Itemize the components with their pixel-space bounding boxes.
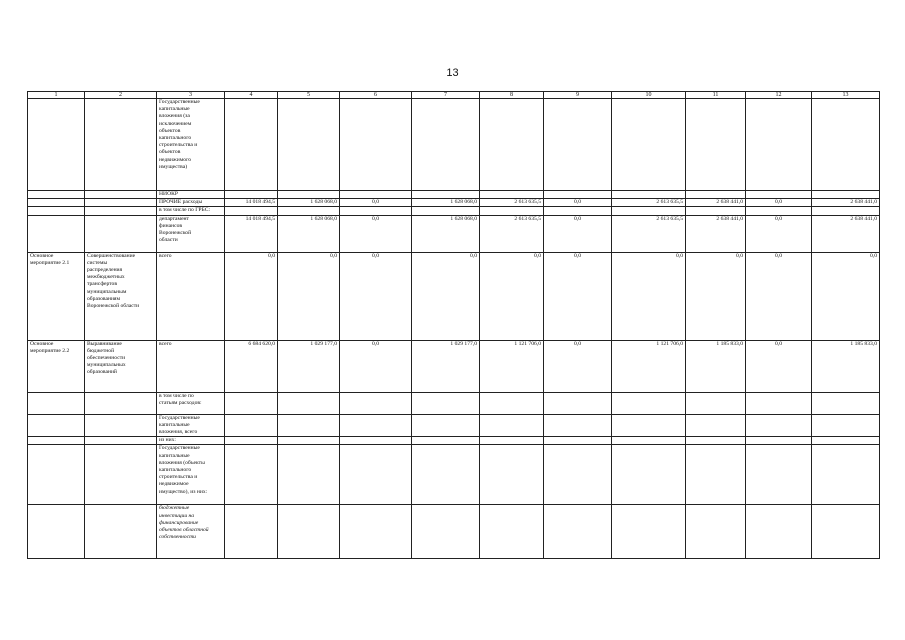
activity-name-cell: Совершенствование системы распределения межбюджетных трансфертов муниципальным образованиям Воронежской области (85, 252, 157, 340)
expense-type-cell: Государственные капитальные вложения (объекты капитального строительства и недвижимое имущество), из них: (157, 445, 225, 505)
amount-cell (612, 207, 686, 215)
table-row (28, 207, 880, 215)
table-row (28, 505, 880, 559)
amount-cell: 1 185 833,0 (812, 340, 880, 392)
amount-cell (340, 445, 412, 505)
amount-cell: 2 638 441,0 (812, 215, 880, 252)
amount-cell (278, 207, 340, 215)
amount-cell (686, 207, 746, 215)
amount-cell (612, 99, 686, 191)
expense-type-cell: в том числе по ГРБС: (157, 207, 225, 215)
amount-cell (686, 414, 746, 437)
amount-cell (480, 414, 544, 437)
amount-cell (278, 392, 340, 414)
amount-cell (612, 505, 686, 559)
amount-cell (812, 505, 880, 559)
activity-cell: Основное мероприятие 2.2 (28, 340, 85, 392)
amount-cell (480, 99, 544, 191)
activity-cell (28, 445, 85, 505)
column-header: 7 (412, 92, 480, 99)
activity-name-cell (85, 99, 157, 191)
amount-cell: 0,0 (612, 252, 686, 340)
activity-cell (28, 505, 85, 559)
column-header: 9 (544, 92, 612, 99)
amount-cell (340, 414, 412, 437)
amount-cell: 14 018 494,5 (225, 215, 278, 252)
amount-cell (686, 445, 746, 505)
column-number-row (28, 92, 880, 99)
amount-cell (412, 437, 480, 445)
amount-cell: 0,0 (340, 252, 412, 340)
amount-cell: 0,0 (686, 252, 746, 340)
table-row (28, 191, 880, 199)
amount-cell: 0,0 (278, 252, 340, 340)
amount-cell (412, 414, 480, 437)
amount-cell: 0,0 (544, 199, 612, 207)
amount-cell (340, 392, 412, 414)
amount-cell: 0,0 (544, 252, 612, 340)
activity-cell (28, 199, 85, 207)
amount-cell (225, 414, 278, 437)
amount-cell (225, 445, 278, 505)
amount-cell (686, 191, 746, 199)
expense-type-cell: из них: (157, 437, 225, 445)
amount-cell: 2 613 635,5 (480, 215, 544, 252)
amount-cell (544, 191, 612, 199)
activity-name-cell (85, 437, 157, 445)
activity-name-cell (85, 392, 157, 414)
column-header: 12 (746, 92, 812, 99)
table-row (28, 414, 880, 437)
amount-cell (812, 445, 880, 505)
amount-cell (686, 392, 746, 414)
amount-cell: 0,0 (480, 252, 544, 340)
amount-cell: 0,0 (544, 340, 612, 392)
column-header: 5 (278, 92, 340, 99)
table-row (28, 445, 880, 505)
table-row (28, 215, 880, 252)
activity-name-cell (85, 414, 157, 437)
amount-cell: 2 638 441,0 (686, 199, 746, 207)
amount-cell (340, 437, 412, 445)
amount-cell (480, 191, 544, 199)
amount-cell (612, 191, 686, 199)
table-row (28, 252, 880, 340)
table-row (28, 437, 880, 445)
amount-cell (225, 207, 278, 215)
amount-cell (412, 207, 480, 215)
amount-cell (340, 207, 412, 215)
table-body (28, 92, 880, 559)
table-row (28, 340, 880, 392)
amount-cell: 0,0 (746, 199, 812, 207)
amount-cell (746, 191, 812, 199)
amount-cell: 1 628 068,0 (278, 215, 340, 252)
budget-table (27, 91, 880, 559)
column-header: 13 (812, 92, 880, 99)
table-row (28, 199, 880, 207)
amount-cell (544, 99, 612, 191)
amount-cell (544, 445, 612, 505)
amount-cell (278, 414, 340, 437)
amount-cell (340, 505, 412, 559)
table-row (28, 99, 880, 191)
amount-cell (340, 99, 412, 191)
amount-cell (544, 207, 612, 215)
activity-name-cell: Выравнивание бюджетной обеспеченности муниципальных образований (85, 340, 157, 392)
amount-cell: 0,0 (812, 252, 880, 340)
amount-cell: 2 613 635,5 (480, 199, 544, 207)
column-header: 6 (340, 92, 412, 99)
amount-cell (812, 207, 880, 215)
activity-name-cell (85, 207, 157, 215)
amount-cell (412, 191, 480, 199)
activity-name-cell (85, 191, 157, 199)
amount-cell: 0,0 (412, 252, 480, 340)
amount-cell (412, 392, 480, 414)
amount-cell (612, 392, 686, 414)
amount-cell (686, 505, 746, 559)
amount-cell: 0,0 (746, 252, 812, 340)
activity-cell (28, 414, 85, 437)
page-number: 13 (446, 67, 459, 79)
expense-type-cell: ПРОЧИЕ расходы (157, 199, 225, 207)
amount-cell (225, 437, 278, 445)
amount-cell (225, 99, 278, 191)
amount-cell (225, 392, 278, 414)
amount-cell (746, 445, 812, 505)
amount-cell (812, 392, 880, 414)
amount-cell: 1 628 068,0 (412, 199, 480, 207)
amount-cell (544, 437, 612, 445)
column-header: 4 (225, 92, 278, 99)
activity-name-cell (85, 445, 157, 505)
amount-cell: 2 613 635,5 (612, 215, 686, 252)
amount-cell (746, 99, 812, 191)
amount-cell: 1 628 068,0 (278, 199, 340, 207)
expense-type-cell: НИОКР (157, 191, 225, 199)
amount-cell (544, 505, 612, 559)
amount-cell: 0,0 (544, 215, 612, 252)
amount-cell: 2 638 441,0 (812, 199, 880, 207)
amount-cell (480, 392, 544, 414)
activity-name-cell (85, 505, 157, 559)
amount-cell: 0,0 (340, 199, 412, 207)
column-header: 8 (480, 92, 544, 99)
column-header: 1 (28, 92, 85, 99)
amount-cell (225, 191, 278, 199)
expense-type-cell: в том числе по статьям расходов: (157, 392, 225, 414)
amount-cell (412, 99, 480, 191)
column-header: 2 (85, 92, 157, 99)
activity-name-cell (85, 215, 157, 252)
amount-cell (746, 414, 812, 437)
amount-cell: 0,0 (340, 215, 412, 252)
amount-cell (412, 445, 480, 505)
activity-cell (28, 99, 85, 191)
activity-name-cell (85, 199, 157, 207)
amount-cell (544, 392, 612, 414)
amount-cell (480, 207, 544, 215)
amount-cell (746, 392, 812, 414)
expense-type-cell: департамент финансов Воронежской области (157, 215, 225, 252)
amount-cell: 1 121 706,0 (480, 340, 544, 392)
amount-cell (612, 437, 686, 445)
activity-cell: Основное мероприятие 2.1 (28, 252, 85, 340)
amount-cell: 6 684 620,0 (225, 340, 278, 392)
amount-cell: 14 018 494,5 (225, 199, 278, 207)
amount-cell: 2 638 441,0 (686, 215, 746, 252)
amount-cell: 0,0 (225, 252, 278, 340)
amount-cell (278, 437, 340, 445)
amount-cell (746, 207, 812, 215)
amount-cell (686, 437, 746, 445)
expense-type-cell: бюджетные инвестиции на финансирование объектов областной собственности (157, 505, 225, 559)
amount-cell: 0,0 (746, 215, 812, 252)
amount-cell: 1 628 068,0 (412, 215, 480, 252)
amount-cell (225, 505, 278, 559)
amount-cell (412, 505, 480, 559)
expense-type-cell: Государственные капитальные вложения, всего (157, 414, 225, 437)
amount-cell (612, 414, 686, 437)
amount-cell (746, 505, 812, 559)
amount-cell (480, 445, 544, 505)
amount-cell (278, 99, 340, 191)
expense-type-cell: всего (157, 340, 225, 392)
activity-cell (28, 392, 85, 414)
expense-type-cell: Государственные капитальные вложения (за исключением объектов капитального строительства и объектов недвижимого имущества) (157, 99, 225, 191)
amount-cell: 1 029 177,0 (412, 340, 480, 392)
amount-cell (278, 445, 340, 505)
amount-cell: 0,0 (746, 340, 812, 392)
amount-cell (812, 437, 880, 445)
column-header: 3 (157, 92, 225, 99)
activity-cell (28, 215, 85, 252)
table-row (28, 392, 880, 414)
amount-cell (812, 414, 880, 437)
amount-cell (812, 191, 880, 199)
amount-cell (812, 99, 880, 191)
amount-cell: 1 029 177,0 (278, 340, 340, 392)
amount-cell (480, 437, 544, 445)
amount-cell (278, 191, 340, 199)
amount-cell: 0,0 (340, 340, 412, 392)
amount-cell (746, 437, 812, 445)
column-header: 10 (612, 92, 686, 99)
activity-cell (28, 207, 85, 215)
amount-cell: 1 121 706,0 (612, 340, 686, 392)
amount-cell (686, 99, 746, 191)
amount-cell (340, 191, 412, 199)
column-header: 11 (686, 92, 746, 99)
amount-cell (544, 414, 612, 437)
amount-cell (612, 445, 686, 505)
amount-cell: 2 613 635,5 (612, 199, 686, 207)
activity-cell (28, 437, 85, 445)
amount-cell (278, 505, 340, 559)
expense-type-cell: всего (157, 252, 225, 340)
amount-cell (480, 505, 544, 559)
activity-cell (28, 191, 85, 199)
amount-cell: 1 185 833,0 (686, 340, 746, 392)
